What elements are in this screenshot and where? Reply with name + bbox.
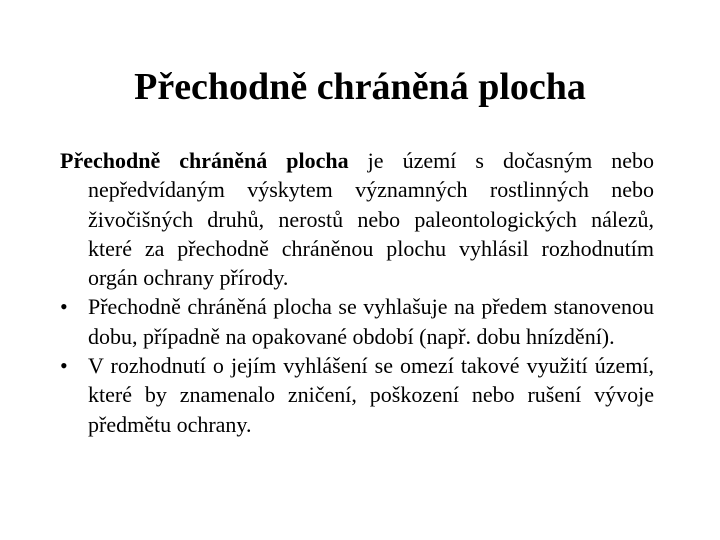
slide-body [60, 146, 654, 439]
slide-title: Přechodně chráněná plocha [134, 66, 586, 108]
bullet-text-1: Přechodně chráněná plocha se vyhlašuje na předem stanovenou dobu, případně na opakované období (např. dobu hnízdění). [88, 294, 654, 349]
bullet-item-2 [60, 351, 654, 439]
bullet-icon: • [60, 353, 68, 379]
definition-text: je území s dočasným nebo nepředvídaným výskytem významných rostlinných nebo živočišných druhů, nerostů nebo paleontologických nálezů, které za přechodně chráněnou plochu vyhlásil rozhodnutím orgán ochrany přírody. [88, 148, 654, 291]
bullet-text-2: V rozhodnutí o jejím vyhlášení se omezí takové využití území, které by znamenalo zničení, poškození nebo rušení vývoje předmětu ochrany. [88, 353, 654, 437]
definition-term: Přechodně chráněná plocha [60, 148, 349, 173]
bullet-item-1 [60, 292, 654, 351]
definition-paragraph [60, 146, 654, 292]
bullet-icon: • [60, 294, 68, 320]
